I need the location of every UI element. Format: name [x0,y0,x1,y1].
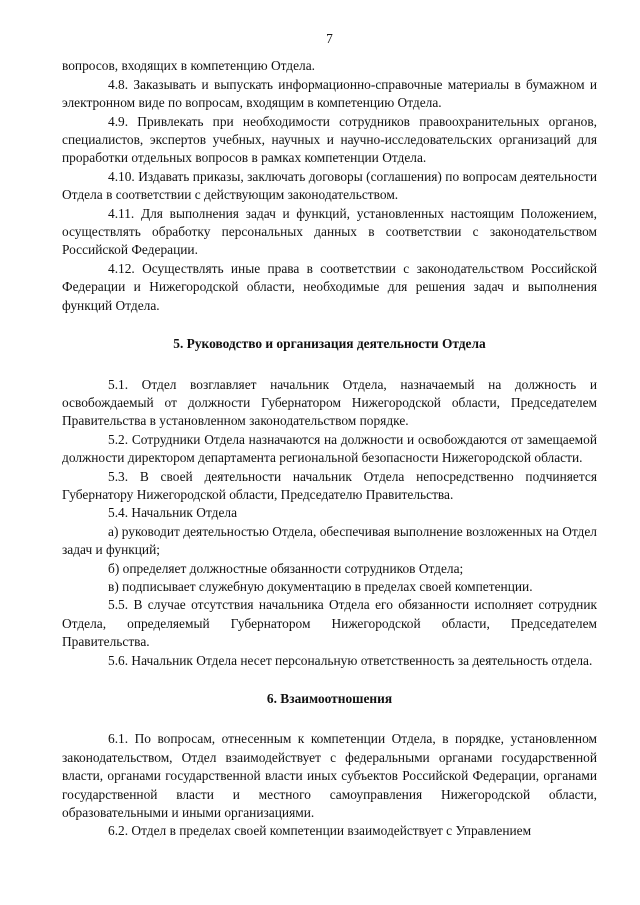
paragraph-5-4: 5.4. Начальник Отдела [108,505,238,521]
paragraph-6-1: 6.1. По вопросам, отнесенным к компетенции Отдела, в порядке, установленном законодательством, Отдел взаимодействует с федеральными органами государственной власти, органами государственной власти иных субъектов Российской Федерации, органами государственной власти и местного самоуправления Нижегородской области, образовательными и иными организациями. [62,731,597,821]
paragraph-4-8: 4.8. Заказывать и выпускать информационно-справочные материалы в бумажном и электронном виде по вопросам, входящим в компетенцию Отдела. [62,76,597,111]
paragraph-6-2: 6.2. Отдел в пределах своей компетенции взаимодействует с Управлением [108,823,532,839]
paragraph-5-2: 5.2. Сотрудники Отдела назначаются на должности и освобождаются от замещаемой должности директором департамента региональной безопасности Нижегородской области. [62,431,597,466]
paragraph-5-6: 5.6. Начальник Отдела несет персональную ответственность за деятельность отдела. [108,652,593,668]
document-page [62,30,597,841]
paragraph-5-4-a: а) руководит деятельностью Отдела, обеспечивая выполнение возложенных на Отдел задач и функций; [62,523,597,558]
paragraph-5-1: 5.1. Отдел возглавляет начальник Отдела, назначаемый на должность и освобождаемый от должности Губернатором Нижегородской области, Председателем Правительства в установленном законодательством порядке. [62,376,597,429]
paragraph-continuation: вопросов, входящих в компетенцию Отдела. [62,58,316,74]
page-number: 7 [326,31,333,46]
paragraph-4-9: 4.9. Привлекать при необходимости сотрудников правоохранительных органов, специалистов, экспертов учебных, научных и научно-исследовательских организаций для проработки отдельных вопросов в рамках компетенции Отдела. [62,113,597,166]
paragraph-4-10: 4.10. Издавать приказы, заключать договоры (соглашения) по вопросам деятельности Отдела в соответствии с действующим законодательством. [62,168,597,203]
section-5-heading: 5. Руководство и организация деятельности Отдела [173,336,486,352]
paragraph-4-12: 4.12. Осуществлять иные права в соответствии с законодательством Российской Федерации и Нижегородской области, необходимые для решения задач и выполнения функций Отдела. [62,260,597,313]
paragraph-5-3: 5.3. В своей деятельности начальник Отдела непосредственно подчиняется Губернатору Нижегородской области, Председателю Правительства. [62,468,597,502]
paragraph-4-11: 4.11. Для выполнения задач и функций, установленных настоящим Положением, осуществлять обработку персональных данных в соответствии с законодательством Российской Федерации. [62,205,597,258]
paragraph-5-4-c: в) подписывает служебную документацию в пределах своей компетенции. [108,578,533,594]
section-6-heading: 6. Взаимоотношения [266,691,393,706]
paragraph-5-5: 5.5. В случае отсутствия начальника Отдела его обязанности исполняет сотрудник Отдела, определяемый Губернатором Нижегородской области, Председателем Правительства. [62,597,597,650]
paragraph-5-4-b: б) определяет должностные обязанности сотрудников Отдела; [108,560,464,576]
